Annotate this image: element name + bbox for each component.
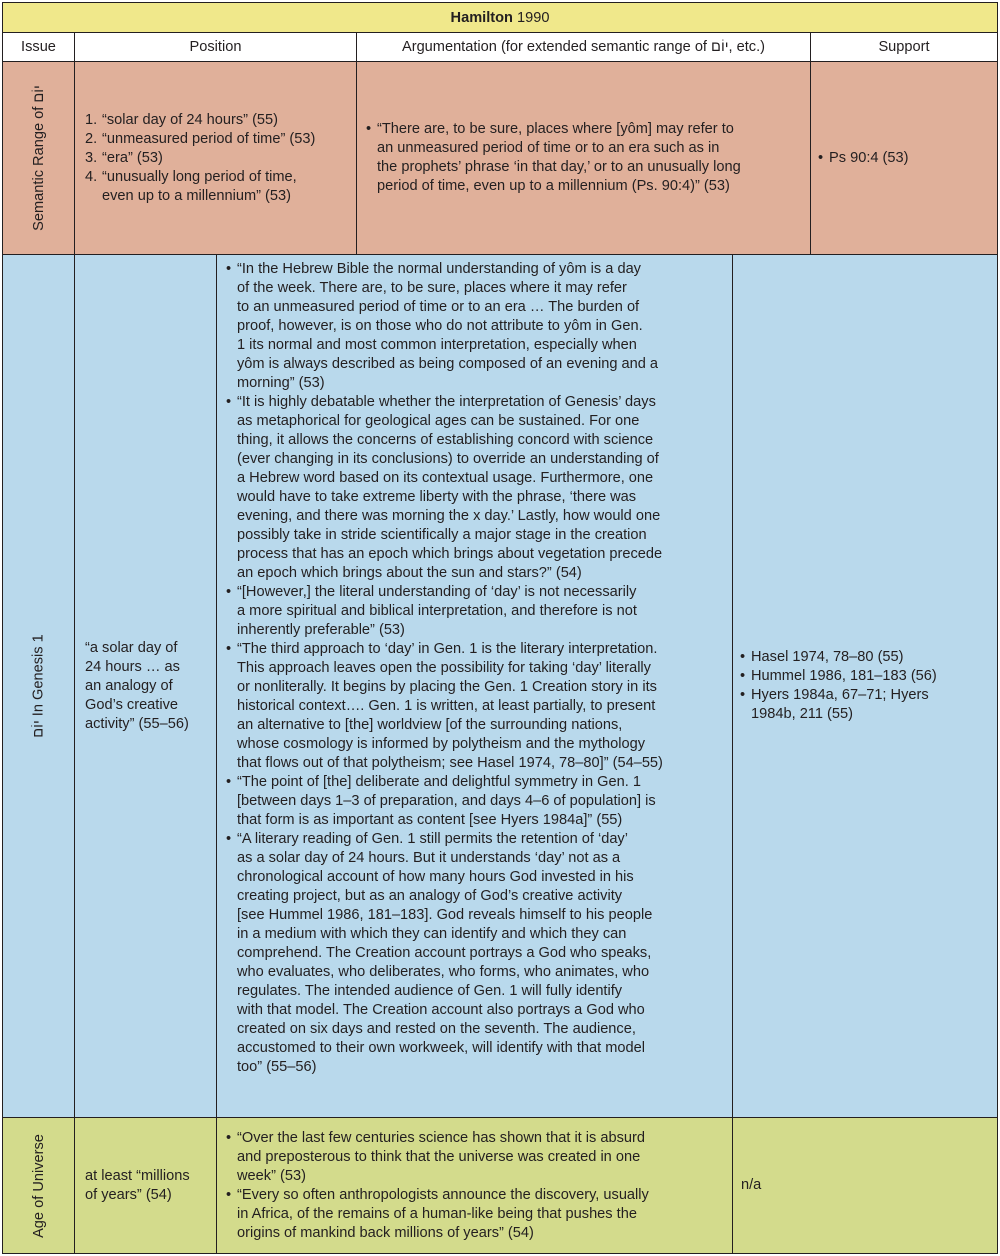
- row-issue-age-of-universe: [2, 1117, 75, 1254]
- list-item: • Hyers 1984a, 67–71; Hyers 1984b, 211 (55): [739, 686, 991, 724]
- title-author: Hamilton: [450, 9, 513, 26]
- list-item: 4. “unusually long period of time, even up to a millennium” (53): [85, 168, 297, 204]
- row-argumentation-genesis-1: [216, 254, 733, 1118]
- row-issue-semantic-range: [2, 61, 75, 255]
- argumentation-list: [225, 260, 728, 1077]
- list-item: • “Over the last few centuries science has shown that it is absurd and preposterous to think that the universe was created in one week” (53): [225, 1129, 728, 1186]
- header-support: Support: [810, 32, 998, 62]
- list-item: • “A literary reading of Gen. 1 still permits the retention of ‘day’ as a solar day of 24 hours. But it understands ‘day’ not as a chronological account of how many hours God invested in his creating project, but as an analogy of God’s creative activity [see Hummel 1986, 181–183]. God reveals himself to his people in a medium with which they can identify and which they can comprehend. The Creation account portrays a God who speaks, who evaluates, who deliberates, who forms, who animates, who regulates. The intended audience of Gen. 1 will fully identify with that model. The Creation account also portrays a God who created on six days and rested on the seventh. The audience, accustomed to their own workweek, will identify with that model too” (55–56): [225, 830, 728, 1077]
- list-item: • “In the Hebrew Bible the normal understanding of yôm is a day of the week. There are, to be sure, places where it may refer to an unmeasured period of time or to an era … The burden of proof, however, is on those who do not attribute to yôm in Gen. 1 its normal and most common interpretation, especially when yôm is always described as being composed of an evening and a morning” (53): [225, 260, 728, 393]
- row-position-genesis-1: [74, 254, 217, 1118]
- list-item: • “Every so often anthropologists announce the discovery, usually in Africa, of the remains of a human-like being that pushes the origins of mankind back millions of years” (54): [225, 1186, 728, 1243]
- list-item: • Hummel 1986, 181–183 (56): [739, 667, 991, 686]
- support-list: [817, 149, 991, 168]
- title-year: 1990: [516, 9, 550, 26]
- header-argumentation: Argumentation (for extended semantic range of יוֹם, etc.): [356, 32, 811, 62]
- list-item: • “[However,] the literal understanding of ‘day’ is not necessarily a more spiritual and biblical interpretation, and therefore is not inherently preferable” (53): [225, 583, 728, 640]
- row-support-age-of-universe: [732, 1117, 998, 1254]
- row-argumentation-semantic-range: [356, 61, 811, 255]
- support-text: n/a: [741, 1177, 762, 1193]
- row-issue-genesis-1: [2, 254, 75, 1118]
- argumentation-list: [365, 120, 804, 196]
- list-item: • “The point of [the] deliberate and delightful symmetry in Gen. 1 [between days 1–3 of preparation, and days 4–6 of population] is that form is as important as content [see Hyers 1984a]” (55): [225, 773, 728, 830]
- row-support-semantic-range: [810, 61, 998, 255]
- argumentation-list: [225, 1129, 728, 1243]
- header-issue: Issue: [2, 32, 75, 62]
- position-text: “a solar day of 24 hours … as an analogy of God’s creative activity” (55–56): [85, 639, 189, 732]
- list-item: • “It is highly debatable whether the interpretation of Genesis’ days as metaphorical for geological ages can be sustained. For one thing, it allows the concerns of establishing concord with science (ever changing in its conclusions) to override an understanding of a Hebrew word based on its contextual usage. Furthermore, one would have to take extreme liberty with the phrase, ‘there was evening, and there was morning the x day.’ Lastly, how would one possibly take in stride scientifically a major stage in the creation process that has an epoch which brings about vegetation precede an epoch which brings about the sun and stars?” (54): [225, 393, 728, 583]
- position-text: at least “millions of years” (54): [85, 1167, 190, 1203]
- header-position: Position: [74, 32, 357, 62]
- list-item: 1. “solar day of 24 hours” (55): [85, 111, 279, 128]
- support-list: [739, 648, 991, 724]
- issue-label: Age of Universe: [30, 1133, 47, 1238]
- list-item: 2. “unmeasured period of time” (53): [85, 130, 316, 147]
- position-list: [85, 111, 348, 206]
- list-item: 3. “era” (53): [85, 149, 163, 166]
- row-position-semantic-range: [74, 61, 357, 255]
- row-position-age-of-universe: [74, 1117, 217, 1254]
- issue-label: יוֹם In Genesis 1: [30, 634, 47, 738]
- list-item: • Hasel 1974, 78–80 (55): [739, 648, 991, 667]
- list-item: • “There are, to be sure, places where [yôm] may refer to an unmeasured period of time or to an era such as in the prophets’ phrase ‘in that day,’ or to an unusually long period of time, even up to a millennium (Ps. 90:4)” (53): [365, 120, 804, 196]
- list-item: • Ps 90:4 (53): [817, 149, 991, 168]
- list-item: • “The third approach to ‘day’ in Gen. 1 is the literary interpretation. This approach leaves open the possibility for taking ‘day’ literally or nonliterally. It begins by placing the Gen. 1 Creation story in its historical context…. Gen. 1 is written, at least partially, to present an alternative to [the] worldview [of the surrounding nations, whose cosmology is informed by polytheism and the mythology that flows out of that polytheism; see Hasel 1974, 78–80]” (54–55): [225, 640, 728, 773]
- issue-label: Semantic Range of יוֹם: [30, 85, 47, 231]
- row-support-genesis-1: [732, 254, 998, 1118]
- row-argumentation-age-of-universe: [216, 1117, 733, 1254]
- table-title: [2, 2, 998, 33]
